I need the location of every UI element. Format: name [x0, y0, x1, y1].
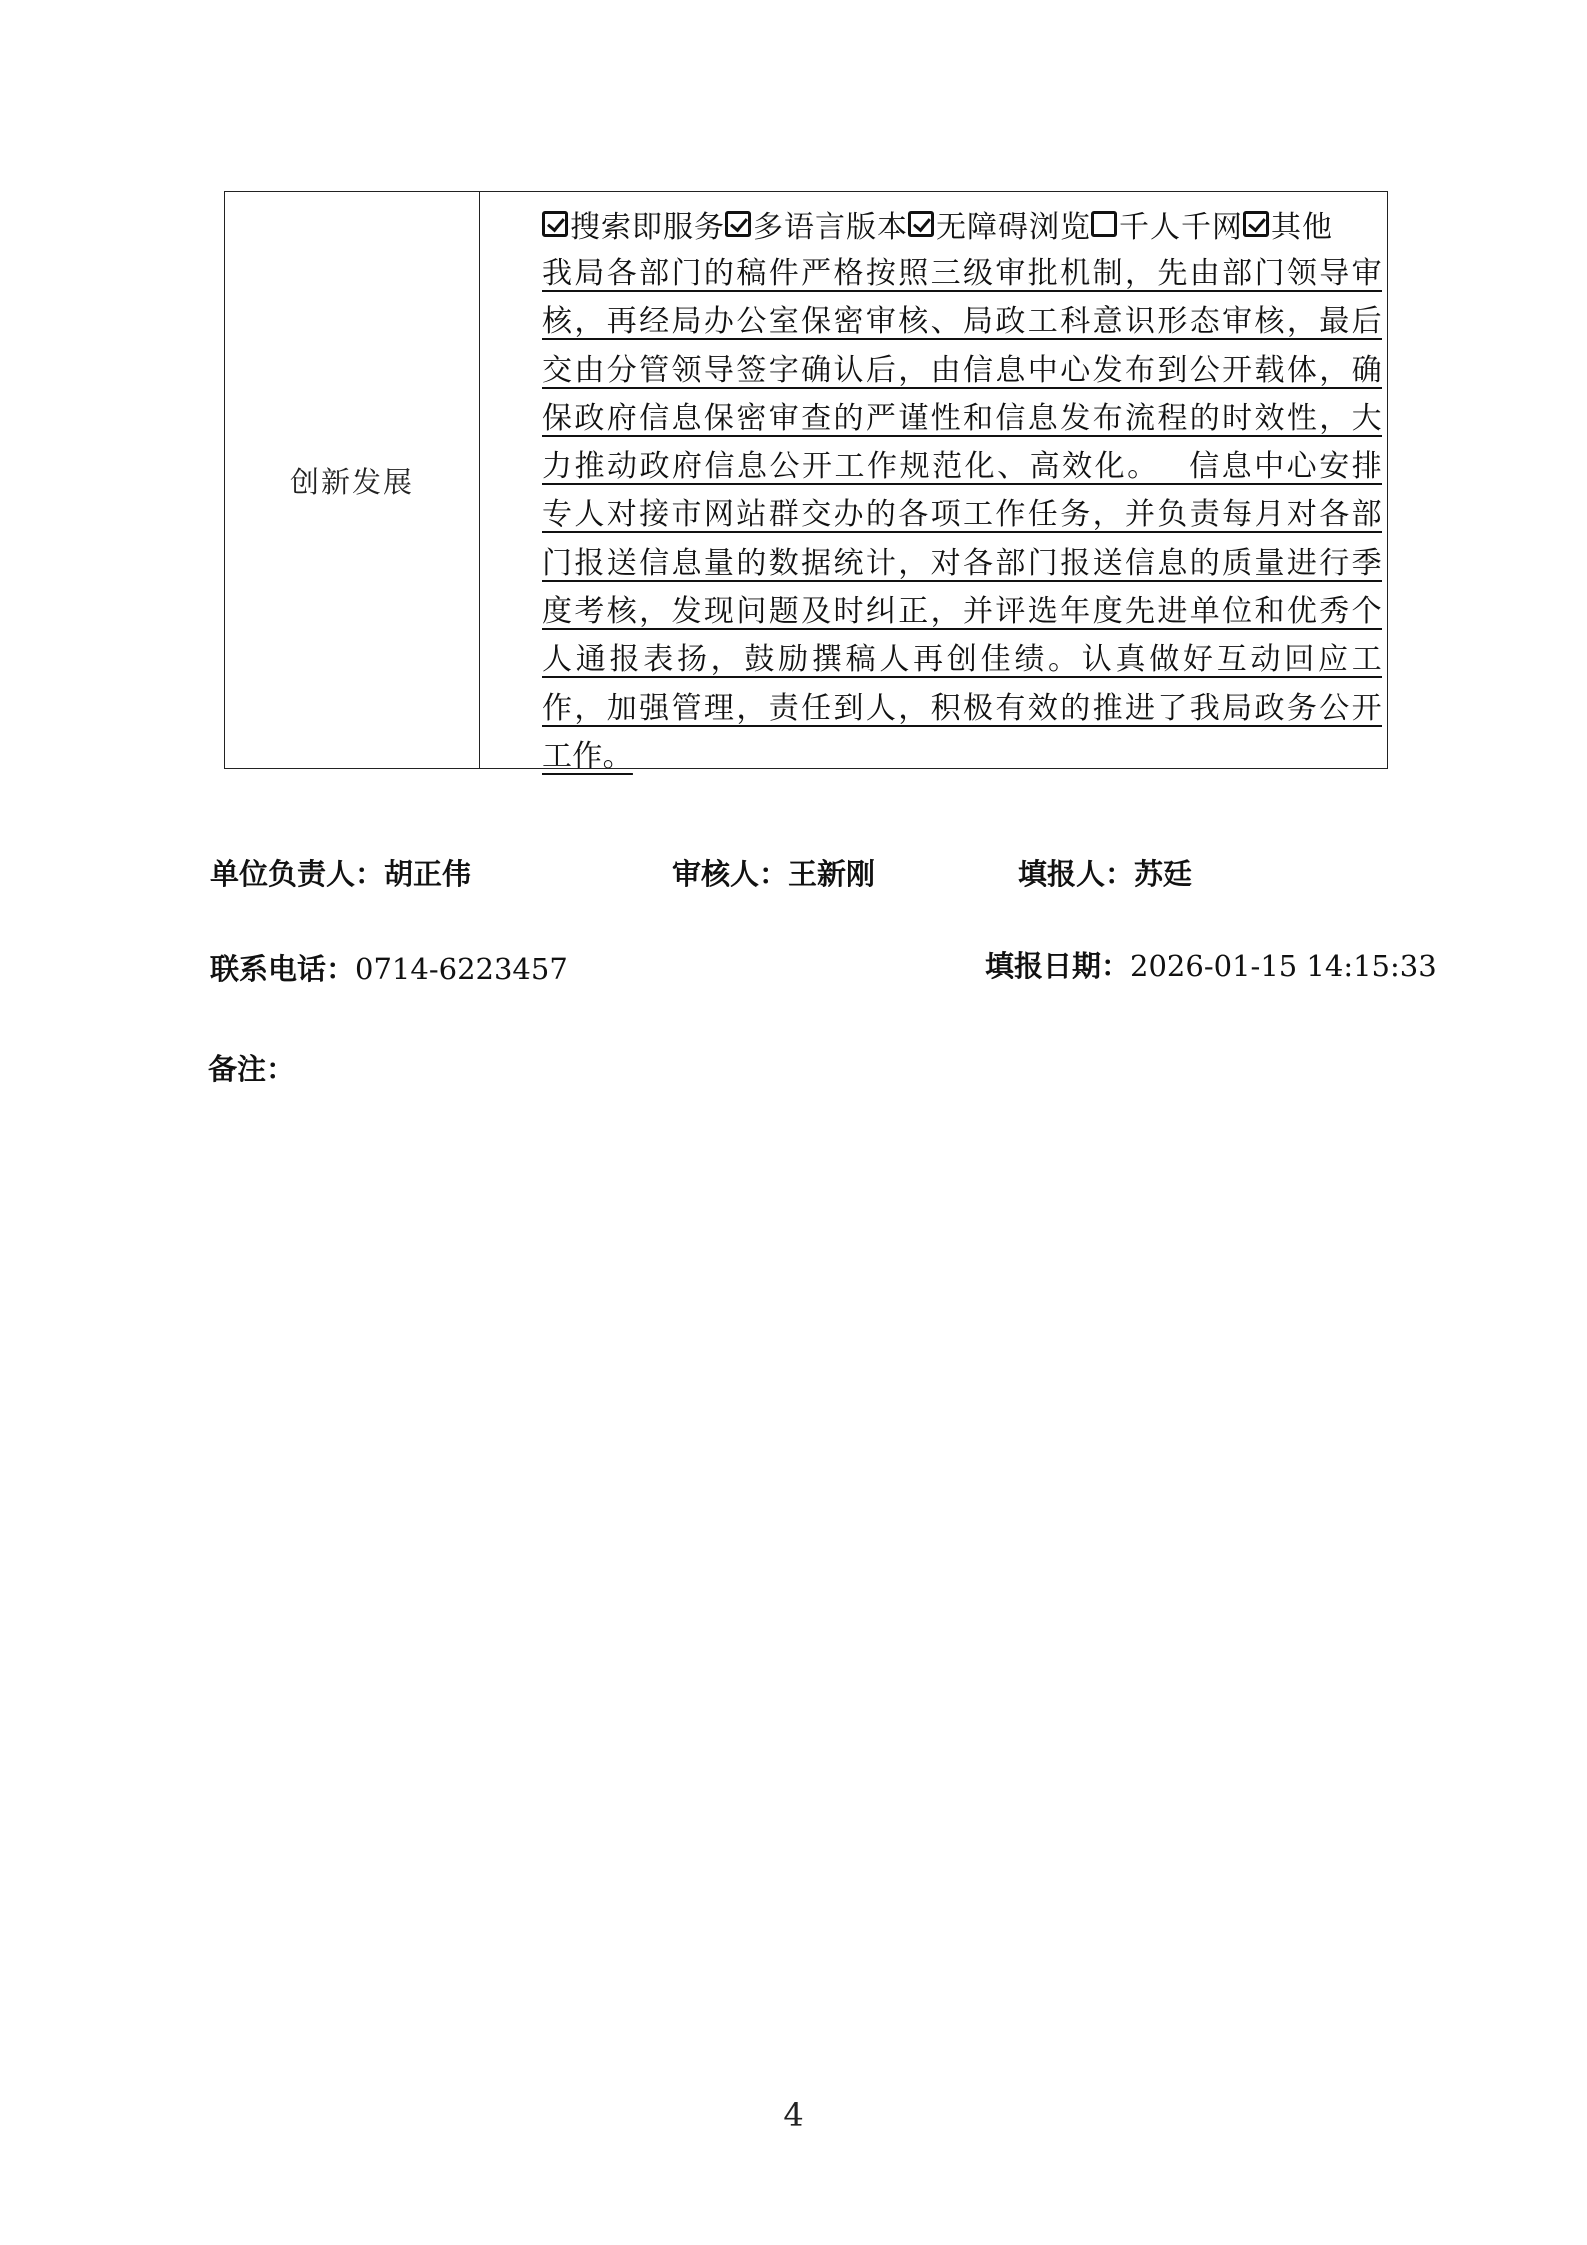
unchecked-checkbox-icon[interactable]: [1091, 211, 1117, 237]
description-text: [542, 250, 1382, 781]
remark: [208, 1047, 295, 1088]
option-label: 无障碍浏览: [936, 210, 1091, 245]
unit-head-value: 胡正伟: [384, 857, 472, 891]
option-accessibility[interactable]: [908, 202, 1091, 246]
checked-checkbox-icon[interactable]: [725, 211, 751, 237]
unit-head-label: 单位负责人：: [210, 857, 385, 891]
reviewer-label: 审核人：: [672, 857, 789, 891]
page-number: 4: [783, 2096, 804, 2134]
description-line: 我局各部门的稿件严格按照三级审批机制，先由部门领导审: [542, 256, 1382, 291]
description-line: 门报送信息量的数据统计，对各部门报送信息的质量进行季: [542, 545, 1382, 581]
phone-value: 0714-6223457: [355, 952, 568, 986]
date-value: 2026-01-15 14:15:33: [1130, 949, 1437, 983]
description-line: 力推动政府信息公开工作规范化、高效化。 信息中心安排: [542, 449, 1382, 485]
description-line: 工作。: [542, 738, 633, 774]
checked-checkbox-icon[interactable]: [542, 211, 568, 237]
option-label: 多语言版本: [753, 210, 908, 245]
description-line: 度考核，发现问题及时纠正，并评选年度先进单位和优秀个: [542, 594, 1382, 630]
option-personalized[interactable]: [1091, 202, 1243, 246]
option-multilingual[interactable]: [725, 202, 908, 246]
option-label: 搜索即服务: [570, 210, 725, 245]
description-line: 作，加强管理，责任到人，积极有效的推进了我局政务公开: [542, 690, 1382, 726]
phone-label: 联系电话：: [210, 952, 356, 986]
filler-value: 苏廷: [1134, 857, 1193, 891]
description-line: 交由分管领导签字确认后，由信息中心发布到公开载体，确: [542, 352, 1382, 388]
option-search-as-service[interactable]: [542, 202, 725, 246]
innovation-table: [224, 191, 1388, 774]
description-line: 保政府信息保密审查的严谨性和信息发布流程的时效性，大: [542, 400, 1382, 436]
option-other[interactable]: [1243, 202, 1333, 246]
unit-head: [210, 852, 471, 893]
reviewer: [672, 852, 875, 893]
option-checkboxes: [542, 200, 1382, 248]
option-label: 千人千网: [1119, 210, 1243, 245]
date-label: 填报日期：: [985, 949, 1131, 983]
remark-label: 备注：: [208, 1052, 296, 1086]
description-line: 核，再经局办公室保密审核、局政工科意识形态审核，最后: [542, 304, 1382, 340]
checked-checkbox-icon[interactable]: [1243, 211, 1269, 237]
filler-label: 填报人：: [1018, 857, 1135, 891]
checked-checkbox-icon[interactable]: [908, 211, 934, 237]
contact-phone: [210, 947, 568, 988]
description-line: 人通报表扬，鼓励撰稿人再创佳绩。认真做好互动回应工: [542, 642, 1382, 678]
row-label: [225, 192, 480, 768]
row-label-text: 创新发展: [289, 464, 414, 499]
description-line: 专人对接市网站群交办的各项工作任务，并负责每月对各部: [542, 497, 1382, 533]
fill-date: [985, 944, 1437, 985]
row-content: [480, 192, 1387, 774]
filler: [1018, 852, 1192, 893]
reviewer-value: 王新刚: [788, 857, 876, 891]
option-label: 其他: [1271, 210, 1333, 245]
